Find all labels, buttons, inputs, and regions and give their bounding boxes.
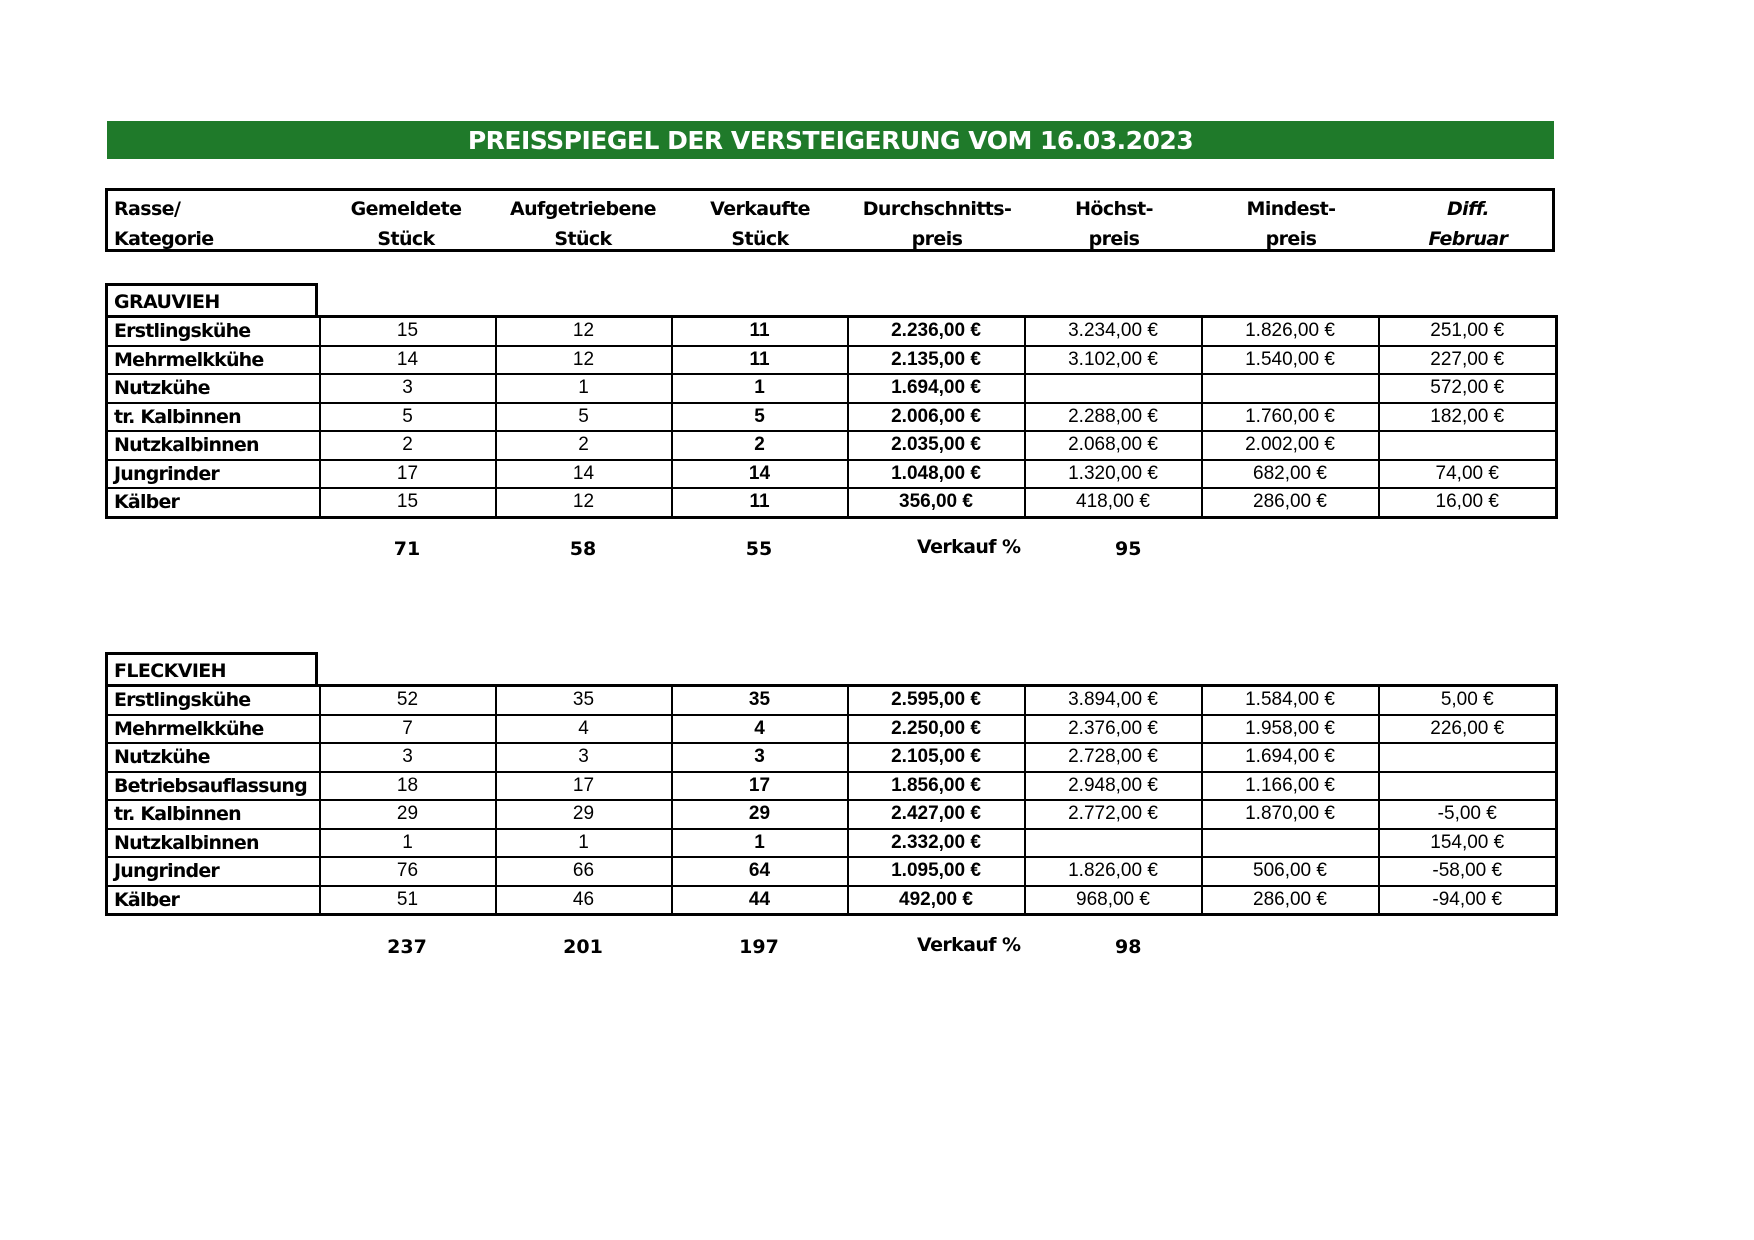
total-verkaufte: 55 xyxy=(745,538,773,560)
header-diff-februar: Diff. Februar xyxy=(1428,198,1508,250)
cell-category: Nutzkalbinnen xyxy=(107,431,320,460)
cell-durchschnittspreis: 1.856,00 € xyxy=(848,772,1025,801)
cell-aufgetriebene: 29 xyxy=(496,800,672,829)
cell-verkaufte: 64 xyxy=(672,857,848,886)
header-mindestpreis: Mindest- preis xyxy=(1246,198,1336,250)
cell-hoechstpreis: 2.068,00 € xyxy=(1025,431,1202,460)
cell-mindestpreis: 1.760,00 € xyxy=(1202,403,1379,432)
table-row xyxy=(107,686,1557,715)
cell-diff-februar: 182,00 € xyxy=(1379,403,1557,432)
cell-hoechstpreis: 2.376,00 € xyxy=(1025,715,1202,744)
cell-durchschnittspreis: 2.427,00 € xyxy=(848,800,1025,829)
cell-aufgetriebene: 66 xyxy=(496,857,672,886)
grauvieh-table xyxy=(105,315,1558,519)
cell-durchschnittspreis: 2.035,00 € xyxy=(848,431,1025,460)
cell-verkaufte: 4 xyxy=(672,715,848,744)
cell-gemeldete: 2 xyxy=(320,431,496,460)
table-row xyxy=(107,772,1557,801)
cell-verkaufte: 11 xyxy=(672,317,848,346)
cell-mindestpreis: 1.166,00 € xyxy=(1202,772,1379,801)
cell-aufgetriebene: 17 xyxy=(496,772,672,801)
cell-category: Jungrinder xyxy=(107,857,320,886)
cell-hoechstpreis: 968,00 € xyxy=(1025,886,1202,915)
table-row xyxy=(107,715,1557,744)
cell-category: Erstlingskühe xyxy=(107,686,320,715)
page-title: PREISSPIEGEL DER VERSTEIGERUNG VOM 16.03.2023 xyxy=(107,121,1554,159)
cell-aufgetriebene: 35 xyxy=(496,686,672,715)
cell-category: Mehrmelkkühe xyxy=(107,715,320,744)
verkauf-label: Verkauf % xyxy=(917,934,1021,956)
verkauf-percent: 98 xyxy=(1115,936,1142,958)
cell-mindestpreis xyxy=(1202,374,1379,403)
total-verkaufte: 197 xyxy=(739,936,779,958)
cell-verkaufte: 11 xyxy=(672,488,848,517)
cell-verkaufte: 1 xyxy=(672,374,848,403)
cell-durchschnittspreis: 2.250,00 € xyxy=(848,715,1025,744)
cell-verkaufte: 29 xyxy=(672,800,848,829)
cell-verkaufte: 14 xyxy=(672,460,848,489)
cell-hoechstpreis: 1.826,00 € xyxy=(1025,857,1202,886)
table-row xyxy=(107,403,1557,432)
cell-mindestpreis: 286,00 € xyxy=(1202,886,1379,915)
cell-category: Nutzkühe xyxy=(107,374,320,403)
cell-hoechstpreis xyxy=(1025,829,1202,858)
table-row xyxy=(107,857,1557,886)
cell-verkaufte: 11 xyxy=(672,346,848,375)
cell-aufgetriebene: 12 xyxy=(496,488,672,517)
cell-mindestpreis: 1.870,00 € xyxy=(1202,800,1379,829)
cell-gemeldete: 29 xyxy=(320,800,496,829)
header-gemeldete: Gemeldete Stück xyxy=(350,198,462,250)
cell-durchschnittspreis: 2.006,00 € xyxy=(848,403,1025,432)
header-durchschnittspreis: Durchschnitts- preis xyxy=(862,198,1012,250)
cell-hoechstpreis: 418,00 € xyxy=(1025,488,1202,517)
cell-durchschnittspreis: 492,00 € xyxy=(848,886,1025,915)
cell-durchschnittspreis: 1.048,00 € xyxy=(848,460,1025,489)
fleckvieh-totals xyxy=(105,935,1555,959)
cell-hoechstpreis: 3.894,00 € xyxy=(1025,686,1202,715)
cell-aufgetriebene: 1 xyxy=(496,374,672,403)
cell-aufgetriebene: 14 xyxy=(496,460,672,489)
cell-hoechstpreis: 2.772,00 € xyxy=(1025,800,1202,829)
cell-aufgetriebene: 46 xyxy=(496,886,672,915)
cell-mindestpreis: 1.694,00 € xyxy=(1202,743,1379,772)
cell-gemeldete: 18 xyxy=(320,772,496,801)
cell-diff-februar: 74,00 € xyxy=(1379,460,1557,489)
cell-verkaufte: 5 xyxy=(672,403,848,432)
cell-diff-februar: 5,00 € xyxy=(1379,686,1557,715)
cell-aufgetriebene: 12 xyxy=(496,317,672,346)
cell-diff-februar: -58,00 € xyxy=(1379,857,1557,886)
cell-diff-februar xyxy=(1379,772,1557,801)
cell-aufgetriebene: 5 xyxy=(496,403,672,432)
total-aufgetriebene: 58 xyxy=(569,538,597,560)
cell-mindestpreis xyxy=(1202,829,1379,858)
cell-mindestpreis: 286,00 € xyxy=(1202,488,1379,517)
total-gemeldete: 237 xyxy=(387,936,427,958)
cell-gemeldete: 3 xyxy=(320,374,496,403)
cell-durchschnittspreis: 2.105,00 € xyxy=(848,743,1025,772)
cell-gemeldete: 3 xyxy=(320,743,496,772)
total-aufgetriebene: 201 xyxy=(563,936,603,958)
cell-mindestpreis: 2.002,00 € xyxy=(1202,431,1379,460)
cell-diff-februar: 154,00 € xyxy=(1379,829,1557,858)
cell-aufgetriebene: 4 xyxy=(496,715,672,744)
cell-hoechstpreis: 3.102,00 € xyxy=(1025,346,1202,375)
cell-durchschnittspreis: 1.095,00 € xyxy=(848,857,1025,886)
cell-durchschnittspreis: 2.595,00 € xyxy=(848,686,1025,715)
cell-diff-februar: -5,00 € xyxy=(1379,800,1557,829)
table-row xyxy=(107,743,1557,772)
cell-gemeldete: 76 xyxy=(320,857,496,886)
cell-mindestpreis: 1.958,00 € xyxy=(1202,715,1379,744)
header-aufgetriebene: Aufgetriebene Stück xyxy=(510,198,656,250)
cell-gemeldete: 5 xyxy=(320,403,496,432)
cell-hoechstpreis xyxy=(1025,374,1202,403)
cell-gemeldete: 15 xyxy=(320,317,496,346)
column-header xyxy=(105,188,1555,252)
cell-diff-februar: 251,00 € xyxy=(1379,317,1557,346)
cell-durchschnittspreis: 2.332,00 € xyxy=(848,829,1025,858)
cell-hoechstpreis: 1.320,00 € xyxy=(1025,460,1202,489)
cell-durchschnittspreis: 2.135,00 € xyxy=(848,346,1025,375)
cell-category: tr. Kalbinnen xyxy=(107,403,320,432)
cell-diff-februar xyxy=(1379,743,1557,772)
cell-verkaufte: 17 xyxy=(672,772,848,801)
cell-category: Mehrmelkkühe xyxy=(107,346,320,375)
cell-hoechstpreis: 2.728,00 € xyxy=(1025,743,1202,772)
cell-category: Nutzkühe xyxy=(107,743,320,772)
cell-gemeldete: 7 xyxy=(320,715,496,744)
cell-verkaufte: 44 xyxy=(672,886,848,915)
cell-category: Jungrinder xyxy=(107,460,320,489)
header-verkaufte: Verkaufte Stück xyxy=(710,198,810,250)
cell-category: tr. Kalbinnen xyxy=(107,800,320,829)
cell-mindestpreis: 1.540,00 € xyxy=(1202,346,1379,375)
cell-diff-februar: 226,00 € xyxy=(1379,715,1557,744)
cell-gemeldete: 17 xyxy=(320,460,496,489)
cell-diff-februar xyxy=(1379,431,1557,460)
cell-gemeldete: 52 xyxy=(320,686,496,715)
table-row xyxy=(107,886,1557,915)
cell-verkaufte: 1 xyxy=(672,829,848,858)
cell-category: Nutzkalbinnen xyxy=(107,829,320,858)
section-label-fleckvieh: FLECKVIEH xyxy=(105,652,318,687)
cell-gemeldete: 1 xyxy=(320,829,496,858)
cell-category: Betriebsauflassung xyxy=(107,772,320,801)
table-row xyxy=(107,800,1557,829)
table-row xyxy=(107,317,1557,346)
cell-hoechstpreis: 3.234,00 € xyxy=(1025,317,1202,346)
table-row xyxy=(107,374,1557,403)
cell-hoechstpreis: 2.948,00 € xyxy=(1025,772,1202,801)
table-row xyxy=(107,431,1557,460)
cell-category: Kälber xyxy=(107,488,320,517)
verkauf-label: Verkauf % xyxy=(917,536,1021,558)
cell-aufgetriebene: 3 xyxy=(496,743,672,772)
cell-diff-februar: 572,00 € xyxy=(1379,374,1557,403)
cell-category: Kälber xyxy=(107,886,320,915)
cell-verkaufte: 3 xyxy=(672,743,848,772)
cell-aufgetriebene: 1 xyxy=(496,829,672,858)
section-label-grauvieh: GRAUVIEH xyxy=(105,283,318,318)
cell-diff-februar: 16,00 € xyxy=(1379,488,1557,517)
cell-gemeldete: 14 xyxy=(320,346,496,375)
cell-category: Erstlingskühe xyxy=(107,317,320,346)
cell-hoechstpreis: 2.288,00 € xyxy=(1025,403,1202,432)
fleckvieh-table xyxy=(105,684,1558,916)
cell-verkaufte: 2 xyxy=(672,431,848,460)
cell-diff-februar: -94,00 € xyxy=(1379,886,1557,915)
table-row xyxy=(107,346,1557,375)
cell-mindestpreis: 682,00 € xyxy=(1202,460,1379,489)
cell-durchschnittspreis: 356,00 € xyxy=(848,488,1025,517)
total-gemeldete: 71 xyxy=(393,538,421,560)
table-row xyxy=(107,829,1557,858)
cell-mindestpreis: 1.826,00 € xyxy=(1202,317,1379,346)
cell-mindestpreis: 506,00 € xyxy=(1202,857,1379,886)
verkauf-percent: 95 xyxy=(1115,538,1142,560)
cell-verkaufte: 35 xyxy=(672,686,848,715)
table-row xyxy=(107,460,1557,489)
cell-aufgetriebene: 2 xyxy=(496,431,672,460)
cell-aufgetriebene: 12 xyxy=(496,346,672,375)
cell-gemeldete: 15 xyxy=(320,488,496,517)
cell-diff-februar: 227,00 € xyxy=(1379,346,1557,375)
cell-gemeldete: 51 xyxy=(320,886,496,915)
grauvieh-totals xyxy=(105,537,1555,561)
table-row xyxy=(107,488,1557,517)
cell-durchschnittspreis: 2.236,00 € xyxy=(848,317,1025,346)
cell-mindestpreis: 1.584,00 € xyxy=(1202,686,1379,715)
header-category: Rasse/ Kategorie xyxy=(114,198,214,250)
cell-durchschnittspreis: 1.694,00 € xyxy=(848,374,1025,403)
header-hoechstpreis: Höchst- preis xyxy=(1075,198,1153,250)
